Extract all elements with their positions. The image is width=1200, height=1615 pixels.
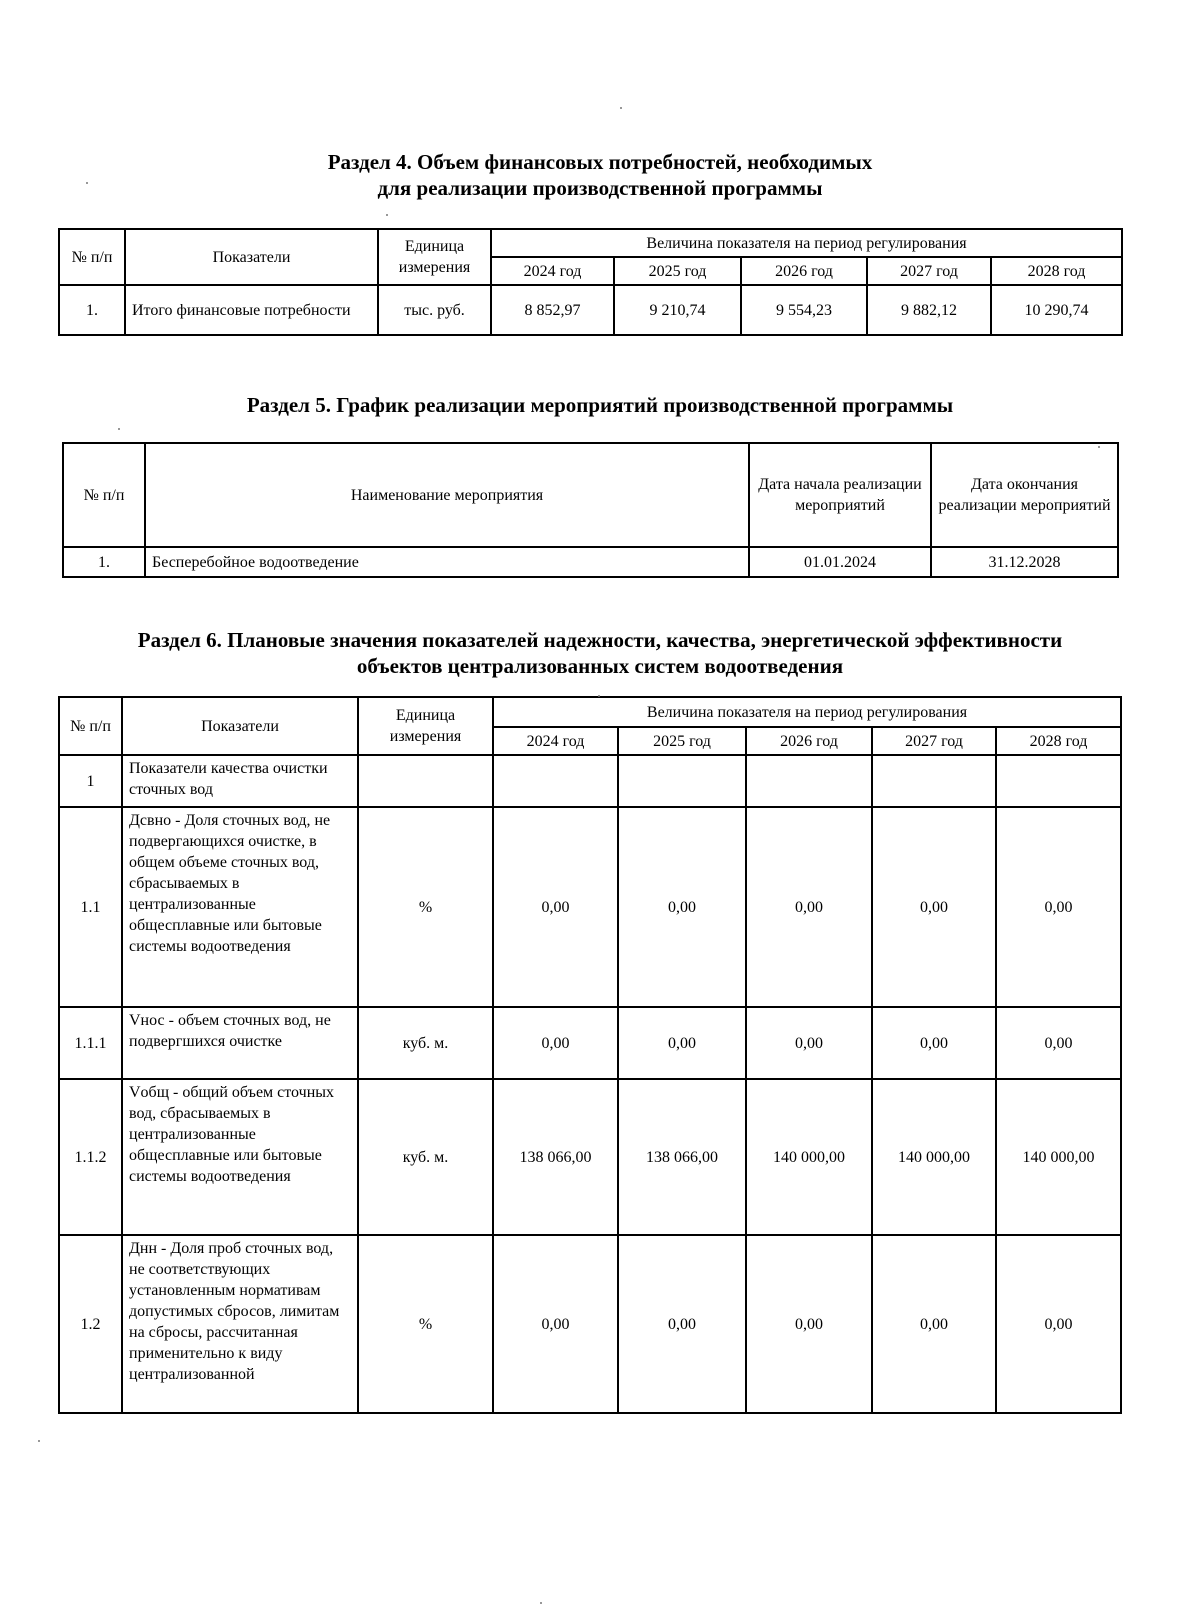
section6-title-line2: объектов централизованных систем водоотведения xyxy=(356,654,844,678)
row-indicator: Дсвно - Доля сточных вод, не подвергающихся очистке, в общем объеме сточных вод, сбрасываемых в централизованные общесплавные или бытовые системы водоотведения xyxy=(122,807,358,1007)
row-value: 0,00 xyxy=(746,1007,872,1079)
header-num: № п/п xyxy=(59,229,125,285)
scan-speck xyxy=(540,1602,542,1604)
header-year: 2025 год xyxy=(618,727,746,755)
header-year: 2024 год xyxy=(491,257,614,285)
row-value: 0,00 xyxy=(996,807,1121,1007)
row-unit: куб. м. xyxy=(358,1007,493,1079)
table-row xyxy=(59,755,1121,807)
header-year: 2027 год xyxy=(867,257,991,285)
section6-table xyxy=(58,696,1122,1414)
header-year: 2024 год xyxy=(493,727,618,755)
row-value: 140 000,00 xyxy=(872,1079,996,1235)
scan-speck xyxy=(38,1440,40,1442)
row-value: 10 290,74 xyxy=(991,285,1122,335)
header-num: № п/п xyxy=(63,443,145,547)
header-end-date: Дата окончания реализации мероприятий xyxy=(931,443,1118,547)
row-end-date: 31.12.2028 xyxy=(931,547,1118,577)
section4-title-line1: Раздел 4. Объем финансовых потребностей, необходимых xyxy=(327,150,873,174)
row-num: 1.1.2 xyxy=(59,1079,122,1235)
header-indicator: Показатели xyxy=(122,697,358,755)
row-num: 1. xyxy=(59,285,125,335)
row-indicator: Показатели качества очистки сточных вод xyxy=(122,755,358,807)
table-row xyxy=(59,807,1121,1007)
header-start-date: Дата начала реализации мероприятий xyxy=(749,443,931,547)
section4-table xyxy=(58,228,1123,336)
table-row xyxy=(59,285,1122,335)
scan-speck xyxy=(620,107,622,109)
row-start-date: 01.01.2024 xyxy=(749,547,931,577)
row-value xyxy=(746,755,872,807)
section6-title-line1: Раздел 6. Плановые значения показателей надежности, качества, энергетической эффективности xyxy=(137,628,1063,652)
header-period: Величина показателя на период регулирования xyxy=(491,229,1122,257)
row-value xyxy=(872,755,996,807)
row-num: 1. xyxy=(63,547,145,577)
row-indicator: Vобщ - общий объем сточных вод, сбрасываемых в централизованные общесплавные или бытовые системы водоотведения xyxy=(122,1079,358,1235)
table-row xyxy=(63,547,1118,577)
row-num: 1 xyxy=(59,755,122,807)
row-value: 0,00 xyxy=(618,1235,746,1413)
header-year: 2028 год xyxy=(996,727,1121,755)
row-unit xyxy=(358,755,493,807)
row-value: 0,00 xyxy=(493,1235,618,1413)
row-value: 9 882,12 xyxy=(867,285,991,335)
header-num: № п/п xyxy=(59,697,122,755)
row-value: 9 210,74 xyxy=(614,285,741,335)
row-value: 138 066,00 xyxy=(493,1079,618,1235)
section5-table xyxy=(62,442,1119,578)
row-value: 0,00 xyxy=(493,1007,618,1079)
section4-title-line2: для реализации производственной программы xyxy=(377,176,823,200)
row-num: 1.1 xyxy=(59,807,122,1007)
row-num: 1.1.1 xyxy=(59,1007,122,1079)
scan-speck xyxy=(598,695,600,697)
header-year: 2026 год xyxy=(746,727,872,755)
row-value: 9 554,23 xyxy=(741,285,867,335)
row-name: Бесперебойное водоотведение xyxy=(145,547,749,577)
row-unit: тыс. руб. xyxy=(378,285,491,335)
row-value xyxy=(493,755,618,807)
row-value: 0,00 xyxy=(493,807,618,1007)
row-value: 0,00 xyxy=(618,807,746,1007)
table-row xyxy=(59,1007,1121,1079)
scan-speck xyxy=(118,428,120,430)
row-indicator: Днн - Доля проб сточных вод, не соответствующих установленным нормативам допустимых сбросов, лимитам на сбросы, рассчитанная применительно к виду централизованной xyxy=(122,1235,358,1413)
row-unit: куб. м. xyxy=(358,1079,493,1235)
header-year: 2026 год xyxy=(741,257,867,285)
scan-speck xyxy=(1098,446,1100,448)
row-value xyxy=(996,755,1121,807)
scan-speck xyxy=(86,182,88,184)
table-row xyxy=(59,1079,1121,1235)
header-year: 2025 год xyxy=(614,257,741,285)
row-value: 0,00 xyxy=(618,1007,746,1079)
header-indicator: Показатели xyxy=(125,229,378,285)
row-value: 138 066,00 xyxy=(618,1079,746,1235)
header-year: 2027 год xyxy=(872,727,996,755)
header-period: Величина показателя на период регулирования xyxy=(493,697,1121,727)
row-unit: % xyxy=(358,807,493,1007)
row-indicator: Vнос - объем сточных вод, не подвергшихся очистке xyxy=(122,1007,358,1079)
header-year: 2028 год xyxy=(991,257,1122,285)
row-value: 0,00 xyxy=(872,807,996,1007)
section5-title: Раздел 5. График реализации мероприятий производственной программы xyxy=(246,393,954,417)
row-value: 8 852,97 xyxy=(491,285,614,335)
row-value: 0,00 xyxy=(996,1007,1121,1079)
row-indicator: Итого финансовые потребности xyxy=(125,285,378,335)
row-value: 0,00 xyxy=(872,1007,996,1079)
row-value xyxy=(618,755,746,807)
row-value: 0,00 xyxy=(746,807,872,1007)
row-num: 1.2 xyxy=(59,1235,122,1413)
table-row xyxy=(59,1235,1121,1413)
header-name: Наименование мероприятия xyxy=(145,443,749,547)
row-value: 0,00 xyxy=(872,1235,996,1413)
row-value: 0,00 xyxy=(746,1235,872,1413)
row-value: 140 000,00 xyxy=(746,1079,872,1235)
scan-speck xyxy=(386,214,388,216)
row-unit: % xyxy=(358,1235,493,1413)
row-value: 140 000,00 xyxy=(996,1079,1121,1235)
header-unit: Единица измерения xyxy=(358,697,493,755)
header-unit: Единица измерения xyxy=(378,229,491,285)
row-value: 0,00 xyxy=(996,1235,1121,1413)
